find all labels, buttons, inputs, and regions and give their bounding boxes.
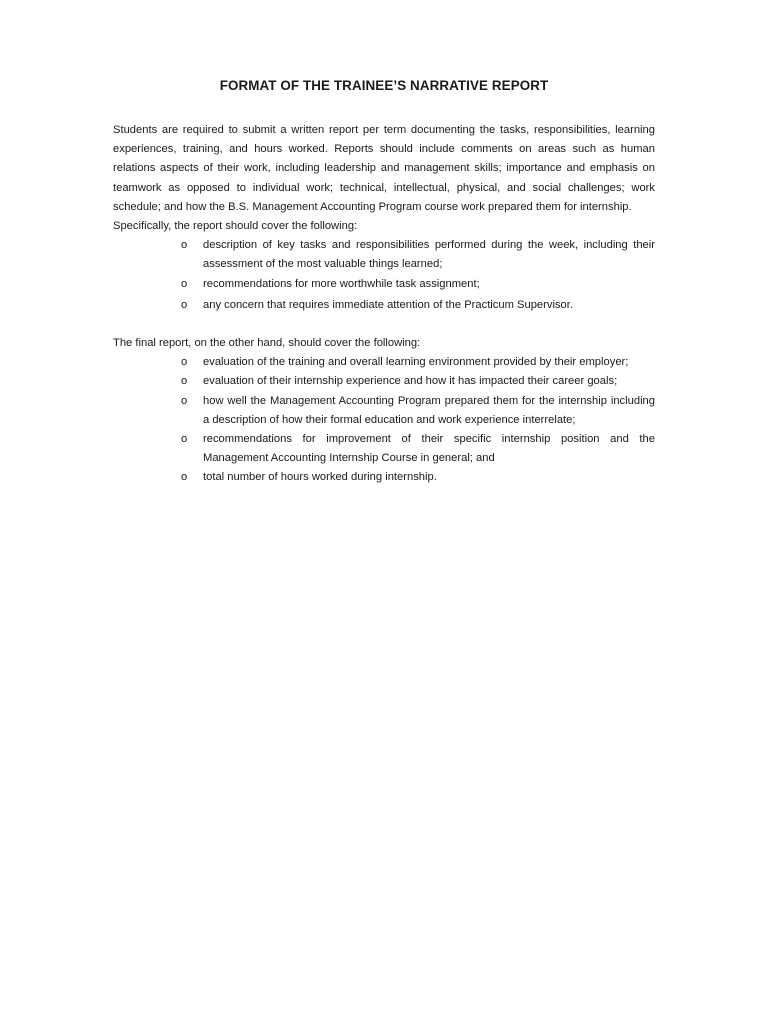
weekly-report-list (113, 236, 655, 315)
bullet-marker: o (181, 394, 188, 407)
list-item-text: total number of hours worked during internship. (203, 471, 437, 484)
list-item (113, 275, 655, 294)
bullet-marker: o (181, 375, 188, 388)
list-item (113, 392, 655, 430)
list-item-text: how well the Management Accounting Program prepared them for the internship including a description of how their formal education and work experience interrelate; (203, 394, 655, 426)
intro-paragraph: Students are required to submit a written report per term documenting the tasks, responsibilities, learning experiences, training, and hours worked. Reports should include comments on areas such as human relations aspects of their work, including leadership and management skills; importance and emphasis on teamwork as opposed to individual work; technical, intellectual, physical, and social challenges; work schedule; and how the B.S. Management Accounting Program course work prepared them for internship. (113, 124, 655, 213)
list-item-text: recommendations for improvement of their specific internship position and the Management Accounting Internship Course in general; and (203, 433, 655, 465)
list-item (113, 430, 655, 468)
list-item-text: any concern that requires immediate attention of the Practicum Supervisor. (203, 298, 573, 311)
bullet-marker: o (181, 239, 188, 252)
bullet-marker: o (181, 433, 188, 446)
list-item (113, 296, 655, 315)
bullet-marker: o (181, 277, 188, 290)
list-item-text: evaluation of the training and overall learning environment provided by their employer; (203, 356, 629, 369)
list-item-text: recommendations for more worthwhile task assignment; (203, 277, 480, 290)
bullet-marker: o (181, 471, 188, 484)
list-item-text: description of key tasks and responsibilities performed during the week, including their assessment of the most valuable things learned; (203, 239, 655, 271)
weekly-report-lead: Specifically, the report should cover the following: (113, 220, 358, 233)
final-report-list (113, 353, 655, 487)
list-item-text: evaluation of their internship experience and how it has impacted their career goals; (203, 375, 618, 388)
bullet-marker: o (181, 298, 188, 311)
document-title: FORMAT OF THE TRAINEE’S NARRATIVE REPORT (219, 78, 549, 93)
list-item (113, 468, 655, 487)
final-report-lead: The final report, on the other hand, should cover the following: (113, 337, 421, 350)
list-item (113, 236, 655, 274)
list-item (113, 372, 655, 391)
list-item (113, 353, 655, 372)
bullet-marker: o (181, 356, 188, 369)
document-page (113, 76, 655, 488)
